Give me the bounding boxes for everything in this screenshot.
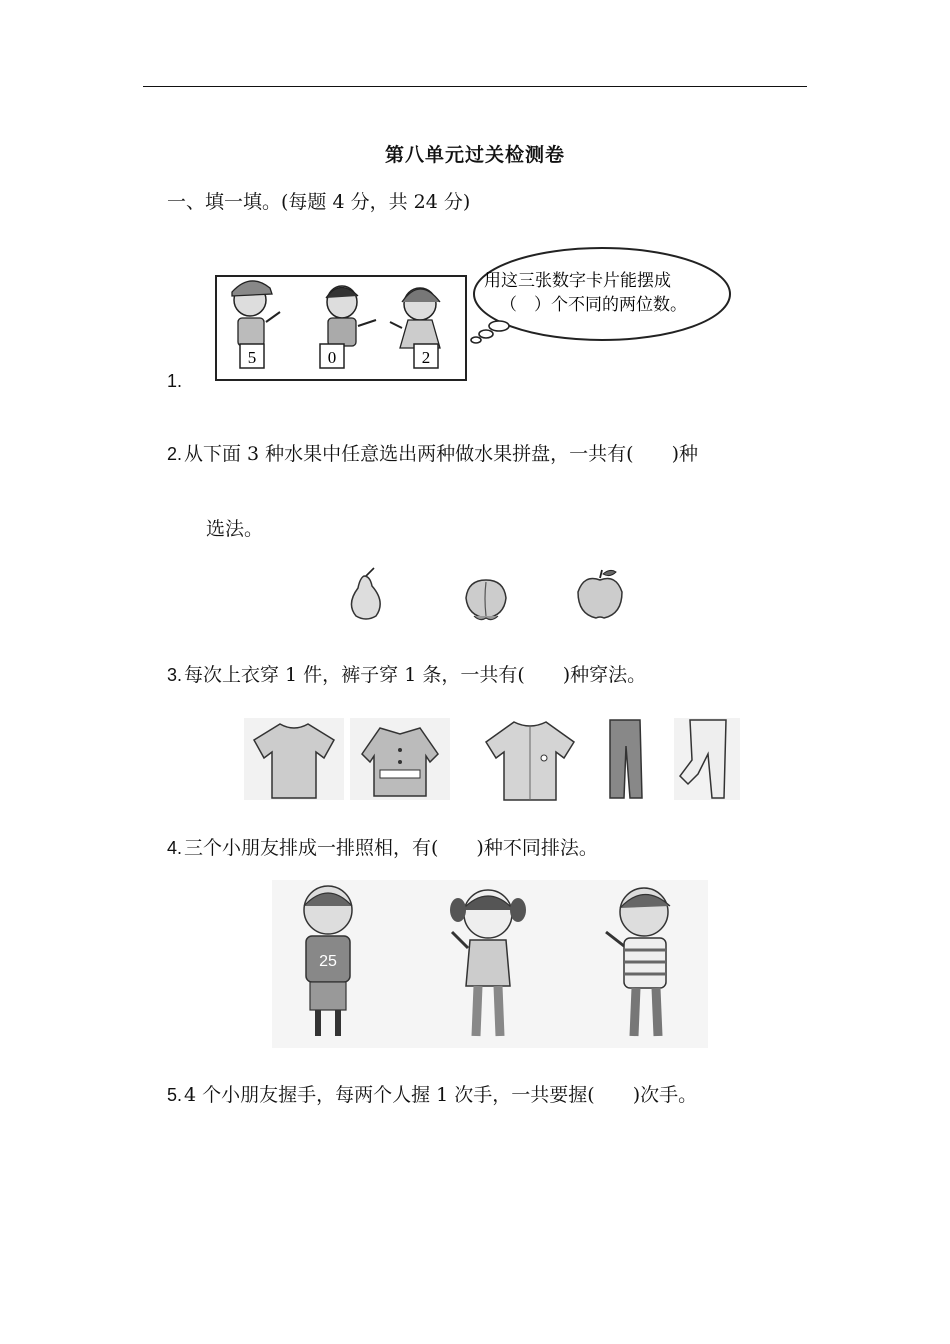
question-1 — [167, 370, 182, 392]
question-number: 1. — [167, 371, 183, 391]
top-rule — [143, 86, 807, 87]
jeans-icon — [610, 720, 642, 798]
t-shirt-icon — [244, 718, 344, 800]
question-2 — [167, 439, 698, 466]
question-text: 从下面 3 种水果中任意选出两种做水果拼盘，一共有( )种 — [184, 443, 699, 465]
question-2-continuation: 选法。 — [206, 518, 264, 540]
question-number: 3. — [167, 665, 183, 685]
section-heading: 一、填一填。(每题 4 分，共 24 分) — [167, 191, 471, 213]
question-number: 4. — [167, 838, 183, 858]
shirt-number: 25 — [319, 953, 337, 970]
question-5 — [167, 1080, 697, 1107]
apple-icon — [578, 570, 622, 618]
card-label: 2 — [421, 348, 431, 367]
three-children-illustration — [272, 880, 708, 1050]
page-title: 第八单元过关检测卷 — [384, 144, 565, 166]
trousers-icon — [674, 718, 740, 800]
card-label: 5 — [247, 348, 257, 367]
question-text: 每次上衣穿 1 件，裤子穿 1 条，一共有( )种穿法。 — [184, 664, 647, 686]
clothing-row — [244, 714, 744, 804]
card-label: 0 — [327, 348, 337, 367]
bubble-line-1: 用这三张数字卡片能摆成 — [484, 271, 671, 291]
question-text: 4 个小朋友握手，每两个人握 1 次手，一共要握( )次手。 — [184, 1084, 698, 1106]
question-4 — [167, 833, 598, 860]
question-number: 2. — [167, 444, 183, 464]
question-text: 三个小朋友排成一排照相，有( )种不同排法。 — [184, 837, 598, 859]
coat-icon — [350, 718, 450, 800]
bubble-line-2: （ ）个不同的两位数。 — [500, 295, 687, 315]
question-3 — [167, 660, 646, 687]
q1-illustration — [214, 240, 744, 385]
peach-icon — [466, 580, 506, 620]
short-sleeve-shirt-icon — [486, 722, 574, 800]
fruit-row — [340, 566, 640, 626]
question-number: 5. — [167, 1085, 183, 1105]
pear-icon — [351, 568, 380, 619]
